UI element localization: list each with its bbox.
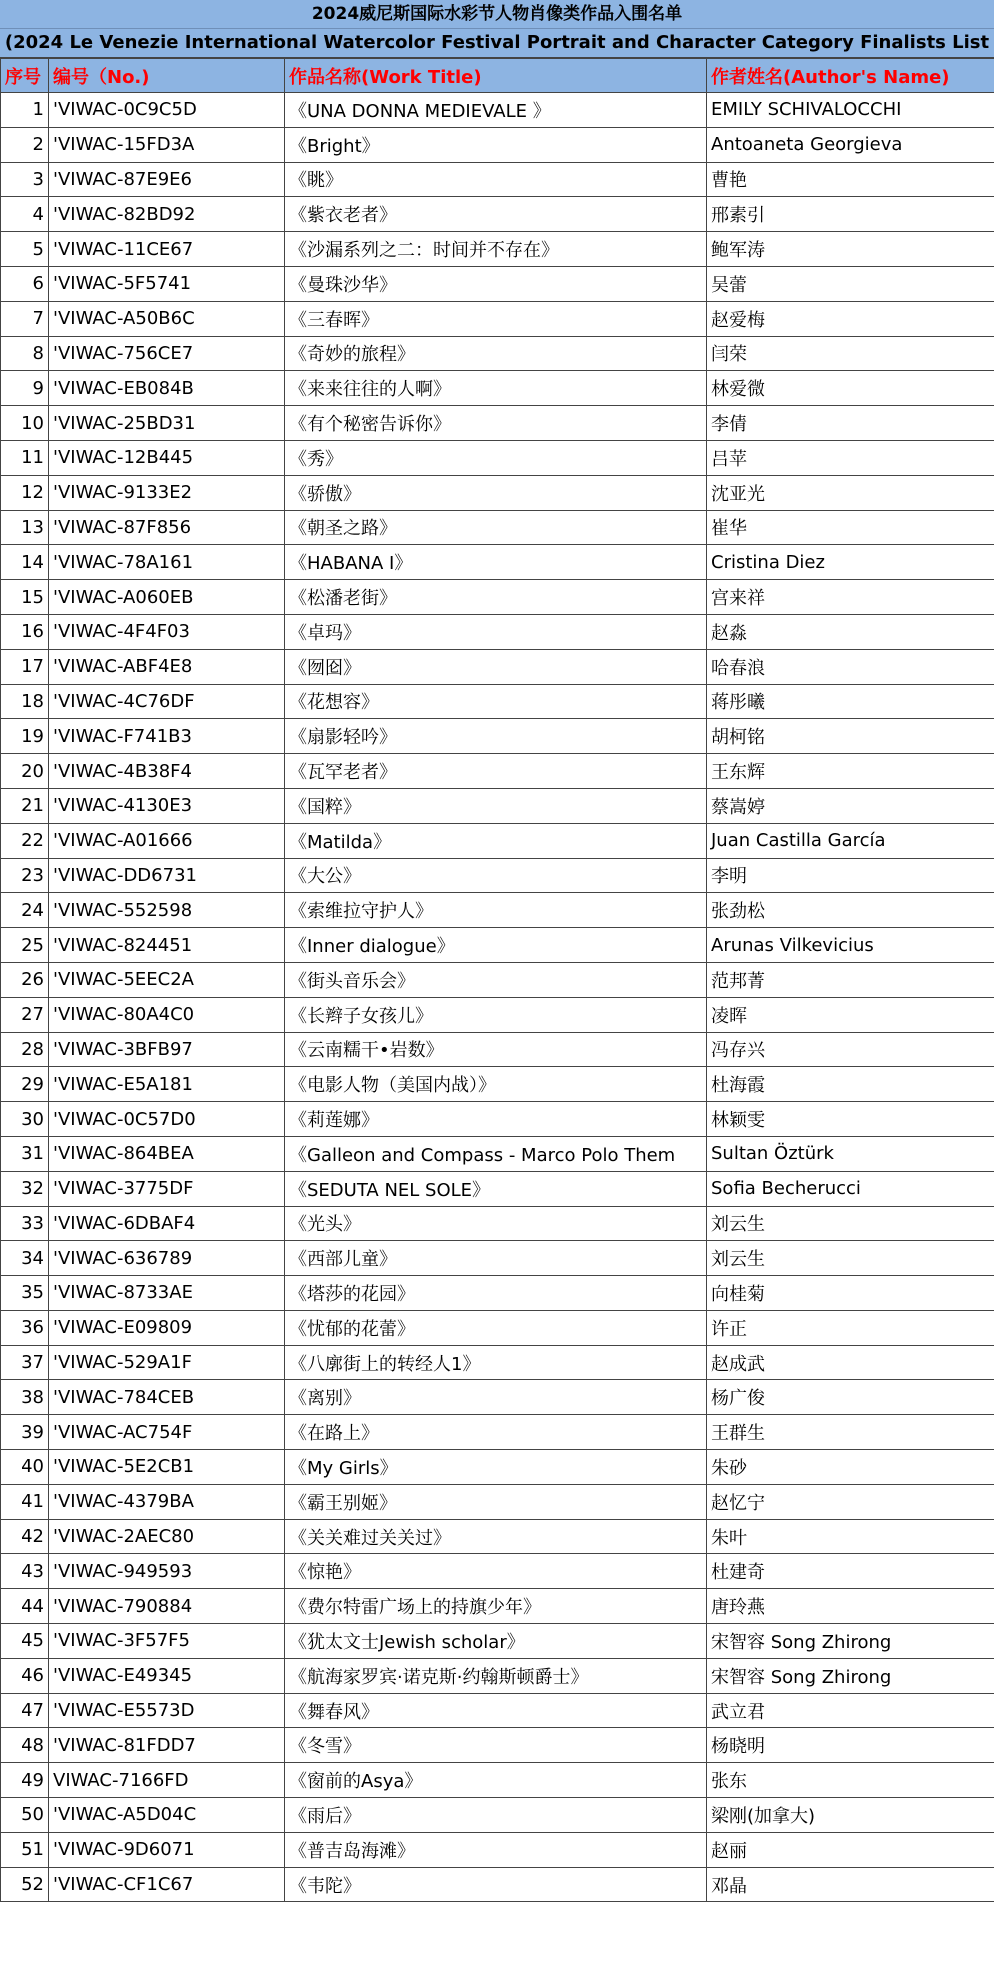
table-row xyxy=(1,893,994,928)
cell-title[interactable]: 《瓦罕老者》 xyxy=(285,754,707,789)
cell-index[interactable]: 52 xyxy=(1,1867,49,1902)
cell-code[interactable]: 'VIWAC-4130E3 xyxy=(49,788,285,823)
cell-code[interactable]: 'VIWAC-F741B3 xyxy=(49,719,285,754)
cell-code[interactable]: 'VIWAC-552598 xyxy=(49,893,285,928)
table-row xyxy=(1,1728,994,1763)
cell-code[interactable]: 'VIWAC-15FD3A xyxy=(49,127,285,162)
cell-code[interactable]: 'VIWAC-80A4C0 xyxy=(49,997,285,1032)
cell-title[interactable]: 《三春晖》 xyxy=(285,301,707,336)
cell-title[interactable]: 《My Girls》 xyxy=(285,1450,707,1485)
cell-title[interactable]: 《舞春风》 xyxy=(285,1693,707,1728)
cell-author[interactable]: 许正 xyxy=(707,1310,994,1345)
cell-index[interactable]: 43 xyxy=(1,1554,49,1589)
cell-author[interactable]: 范邦菁 xyxy=(707,962,994,997)
table-row xyxy=(1,580,994,615)
table-row xyxy=(1,232,994,267)
cell-title[interactable]: 《惊艳》 xyxy=(285,1554,707,1589)
cell-code[interactable]: VIWAC-7166FD xyxy=(49,1763,285,1798)
table-row xyxy=(1,1415,994,1450)
table-row xyxy=(1,266,994,301)
cell-title[interactable]: 《西部儿童》 xyxy=(285,1241,707,1276)
table-row xyxy=(1,1798,994,1833)
cell-author[interactable]: 沈亚光 xyxy=(707,475,994,510)
cell-author[interactable]: 冯存兴 xyxy=(707,1032,994,1067)
cell-index[interactable]: 51 xyxy=(1,1832,49,1867)
cell-title[interactable]: 《离别》 xyxy=(285,1380,707,1415)
cell-index[interactable]: 5 xyxy=(1,232,49,267)
table-row xyxy=(1,1310,994,1345)
table-body xyxy=(1,59,994,1902)
cell-code[interactable]: 'VIWAC-5E2CB1 xyxy=(49,1450,285,1485)
cell-title[interactable]: 《雨后》 xyxy=(285,1798,707,1833)
cell-title[interactable]: 《松潘老街》 xyxy=(285,580,707,615)
cell-author[interactable]: 刘云生 xyxy=(707,1241,994,1276)
cell-index[interactable]: 3 xyxy=(1,162,49,197)
cell-title[interactable]: 《花想容》 xyxy=(285,684,707,719)
cell-author[interactable]: 吕苹 xyxy=(707,440,994,475)
cell-code[interactable]: 'VIWAC-E49345 xyxy=(49,1658,285,1693)
cell-author[interactable]: 唐玲燕 xyxy=(707,1589,994,1624)
cell-index[interactable]: 27 xyxy=(1,997,49,1032)
table-row xyxy=(1,997,994,1032)
cell-index[interactable]: 6 xyxy=(1,266,49,301)
cell-title[interactable]: 《云南糯干•岩数》 xyxy=(285,1032,707,1067)
cell-title[interactable]: 《有个秘密告诉你》 xyxy=(285,406,707,441)
cell-title[interactable]: 《犹太文士Jewish scholar》 xyxy=(285,1624,707,1659)
cell-author[interactable]: 梁刚(加拿大) xyxy=(707,1798,994,1833)
cell-code[interactable]: 'VIWAC-5EEC2A xyxy=(49,962,285,997)
table-row xyxy=(1,649,994,684)
cell-index[interactable]: 50 xyxy=(1,1798,49,1833)
cell-title[interactable]: 《卓玛》 xyxy=(285,614,707,649)
table-row xyxy=(1,1032,994,1067)
table-row xyxy=(1,1763,994,1798)
table-row xyxy=(1,371,994,406)
cell-title[interactable]: 《索维拉守护人》 xyxy=(285,893,707,928)
cell-title[interactable]: 《SEDUTA NEL SOLE》 xyxy=(285,1171,707,1206)
cell-index[interactable]: 29 xyxy=(1,1067,49,1102)
cell-index[interactable]: 40 xyxy=(1,1450,49,1485)
cell-author[interactable]: 赵忆宁 xyxy=(707,1484,994,1519)
cell-code[interactable]: 'VIWAC-949593 xyxy=(49,1554,285,1589)
cell-code[interactable]: 'VIWAC-11CE67 xyxy=(49,232,285,267)
table-row xyxy=(1,1136,994,1171)
cell-index[interactable]: 42 xyxy=(1,1519,49,1554)
table-row xyxy=(1,1067,994,1102)
table-row xyxy=(1,510,994,545)
cell-code[interactable]: 'VIWAC-25BD31 xyxy=(49,406,285,441)
cell-author[interactable]: Cristina Diez xyxy=(707,545,994,580)
cell-title[interactable]: 《韦陀》 xyxy=(285,1867,707,1902)
cell-code[interactable]: 'VIWAC-824451 xyxy=(49,928,285,963)
cell-index[interactable]: 33 xyxy=(1,1206,49,1241)
cell-author[interactable]: 王群生 xyxy=(707,1415,994,1450)
table-row xyxy=(1,162,994,197)
table-row xyxy=(1,1276,994,1311)
cell-index[interactable]: 24 xyxy=(1,893,49,928)
cell-index[interactable]: 25 xyxy=(1,928,49,963)
cell-author[interactable]: 鲍军涛 xyxy=(707,232,994,267)
table-row xyxy=(1,1206,994,1241)
cell-index[interactable]: 41 xyxy=(1,1484,49,1519)
cell-index[interactable]: 46 xyxy=(1,1658,49,1693)
cell-author[interactable]: 赵丽 xyxy=(707,1832,994,1867)
cell-code[interactable]: 'VIWAC-756CE7 xyxy=(49,336,285,371)
cell-title[interactable]: 《莉莲娜》 xyxy=(285,1102,707,1137)
header-row xyxy=(1,59,994,93)
cell-index[interactable]: 10 xyxy=(1,406,49,441)
cell-author[interactable]: 王东辉 xyxy=(707,754,994,789)
cell-index[interactable]: 11 xyxy=(1,440,49,475)
cell-author[interactable]: 林颖雯 xyxy=(707,1102,994,1137)
cell-title[interactable]: 《冬雪》 xyxy=(285,1728,707,1763)
cell-code[interactable]: 'VIWAC-82BD92 xyxy=(49,197,285,232)
cell-author[interactable]: 向桂菊 xyxy=(707,1276,994,1311)
cell-title[interactable]: 《紫衣老者》 xyxy=(285,197,707,232)
cell-author[interactable]: 杨广俊 xyxy=(707,1380,994,1415)
cell-author[interactable]: Sultan Öztürk xyxy=(707,1136,994,1171)
cell-author[interactable]: Sofia Becherucci xyxy=(707,1171,994,1206)
cell-author[interactable]: 朱叶 xyxy=(707,1519,994,1554)
cell-author[interactable]: 哈春浪 xyxy=(707,649,994,684)
cell-code[interactable]: 'VIWAC-9133E2 xyxy=(49,475,285,510)
cell-title[interactable]: 《电影人物（美国内战）》 xyxy=(285,1067,707,1102)
cell-author[interactable]: 赵爱梅 xyxy=(707,301,994,336)
cell-code[interactable]: 'VIWAC-529A1F xyxy=(49,1345,285,1380)
cell-author[interactable]: 李明 xyxy=(707,858,994,893)
cell-code[interactable]: 'VIWAC-864BEA xyxy=(49,1136,285,1171)
table-row xyxy=(1,440,994,475)
table-row xyxy=(1,962,994,997)
table-row xyxy=(1,1171,994,1206)
cell-code[interactable]: 'VIWAC-8733AE xyxy=(49,1276,285,1311)
cell-code[interactable]: 'VIWAC-87F856 xyxy=(49,510,285,545)
cell-title[interactable]: 《航海家罗宾·诺克斯·约翰斯顿爵士》 xyxy=(285,1658,707,1693)
cell-title[interactable]: 《关关难过关关过》 xyxy=(285,1519,707,1554)
cell-title[interactable]: 《曼珠沙华》 xyxy=(285,266,707,301)
cell-index[interactable]: 39 xyxy=(1,1415,49,1450)
cell-index[interactable]: 23 xyxy=(1,858,49,893)
cell-title[interactable]: 《大公》 xyxy=(285,858,707,893)
cell-title[interactable]: 《八廓街上的转经人1》 xyxy=(285,1345,707,1380)
cell-index[interactable]: 34 xyxy=(1,1241,49,1276)
table-row xyxy=(1,336,994,371)
cell-title[interactable]: 《来来往往的人啊》 xyxy=(285,371,707,406)
cell-index[interactable]: 22 xyxy=(1,823,49,858)
cell-author[interactable]: 胡柯铭 xyxy=(707,719,994,754)
cell-code[interactable]: 'VIWAC-6DBAF4 xyxy=(49,1206,285,1241)
cell-index[interactable]: 4 xyxy=(1,197,49,232)
cell-author[interactable]: Arunas Vilkevicius xyxy=(707,928,994,963)
cell-code[interactable]: 'VIWAC-2AEC80 xyxy=(49,1519,285,1554)
cell-author[interactable]: 宋智容 Song Zhirong xyxy=(707,1624,994,1659)
cell-author[interactable]: 刘云生 xyxy=(707,1206,994,1241)
table-row xyxy=(1,197,994,232)
table-row xyxy=(1,1624,994,1659)
cell-index[interactable]: 13 xyxy=(1,510,49,545)
cell-author[interactable]: 李倩 xyxy=(707,406,994,441)
cell-title[interactable]: 《眺》 xyxy=(285,162,707,197)
cell-title[interactable]: 《囫囵》 xyxy=(285,649,707,684)
table-row xyxy=(1,1832,994,1867)
cell-index[interactable]: 28 xyxy=(1,1032,49,1067)
cell-title[interactable]: 《费尔特雷广场上的持旗少年》 xyxy=(285,1589,707,1624)
table-row xyxy=(1,614,994,649)
table-row xyxy=(1,1658,994,1693)
cell-index[interactable]: 8 xyxy=(1,336,49,371)
cell-index[interactable]: 48 xyxy=(1,1728,49,1763)
cell-code[interactable]: 'VIWAC-3F57F5 xyxy=(49,1624,285,1659)
cell-code[interactable]: 'VIWAC-E09809 xyxy=(49,1310,285,1345)
cell-index[interactable]: 21 xyxy=(1,788,49,823)
cell-index[interactable]: 19 xyxy=(1,719,49,754)
cell-index[interactable]: 26 xyxy=(1,962,49,997)
cell-index[interactable]: 20 xyxy=(1,754,49,789)
cell-author[interactable]: 朱砂 xyxy=(707,1450,994,1485)
cell-title[interactable]: 《扇影轻吟》 xyxy=(285,719,707,754)
cell-code[interactable]: 'VIWAC-ABF4E8 xyxy=(49,649,285,684)
cell-code[interactable]: 'VIWAC-12B445 xyxy=(49,440,285,475)
cell-title[interactable]: 《长辫子女孩儿》 xyxy=(285,997,707,1032)
cell-author[interactable]: 凌晖 xyxy=(707,997,994,1032)
cell-author[interactable]: Juan Castilla García xyxy=(707,823,994,858)
table-row xyxy=(1,1450,994,1485)
table-row xyxy=(1,1589,994,1624)
cell-author[interactable]: 闫荣 xyxy=(707,336,994,371)
table-row xyxy=(1,127,994,162)
table-row xyxy=(1,1554,994,1589)
cell-title[interactable]: 《朝圣之路》 xyxy=(285,510,707,545)
cell-index[interactable]: 16 xyxy=(1,614,49,649)
cell-author[interactable]: 邢素引 xyxy=(707,197,994,232)
cell-title[interactable]: 《窗前的Asya》 xyxy=(285,1763,707,1798)
table-row xyxy=(1,719,994,754)
cell-index[interactable]: 32 xyxy=(1,1171,49,1206)
cell-code[interactable]: 'VIWAC-4B38F4 xyxy=(49,754,285,789)
cell-author[interactable]: 吴蕾 xyxy=(707,266,994,301)
cell-author[interactable]: 宋智容 Song Zhirong xyxy=(707,1658,994,1693)
table-row xyxy=(1,1102,994,1137)
table-row xyxy=(1,1241,994,1276)
cell-code[interactable]: 'VIWAC-78A161 xyxy=(49,545,285,580)
cell-author[interactable]: 张劲松 xyxy=(707,893,994,928)
cell-index[interactable]: 47 xyxy=(1,1693,49,1728)
cell-title[interactable]: 《HABANA I》 xyxy=(285,545,707,580)
table-row xyxy=(1,684,994,719)
cell-code[interactable]: 'VIWAC-4F4F03 xyxy=(49,614,285,649)
cell-title[interactable]: 《Matilda》 xyxy=(285,823,707,858)
cell-title[interactable]: 《Bright》 xyxy=(285,127,707,162)
cell-code[interactable]: 'VIWAC-9D6071 xyxy=(49,1832,285,1867)
cell-code[interactable]: 'VIWAC-5F5741 xyxy=(49,266,285,301)
cell-title[interactable]: 《忧郁的花蕾》 xyxy=(285,1310,707,1345)
cell-code[interactable]: 'VIWAC-CF1C67 xyxy=(49,1867,285,1902)
table-row xyxy=(1,1345,994,1380)
cell-code[interactable]: 'VIWAC-790884 xyxy=(49,1589,285,1624)
cell-code[interactable]: 'VIWAC-A01666 xyxy=(49,823,285,858)
title-english: (2024 Le Venezie International Watercolor Festival Portrait and Character Category Finalists List xyxy=(0,29,994,58)
cell-title[interactable]: 《Galleon and Compass - Marco Polo Them xyxy=(285,1136,707,1171)
cell-code[interactable]: 'VIWAC-A50B6C xyxy=(49,301,285,336)
cell-index[interactable]: 45 xyxy=(1,1624,49,1659)
cell-code[interactable]: 'VIWAC-3BFB97 xyxy=(49,1032,285,1067)
cell-code[interactable]: 'VIWAC-0C9C5D xyxy=(49,93,285,128)
table-row xyxy=(1,1380,994,1415)
table-row xyxy=(1,788,994,823)
table-row xyxy=(1,1519,994,1554)
cell-index[interactable]: 49 xyxy=(1,1763,49,1798)
table-row xyxy=(1,754,994,789)
cell-index[interactable]: 1 xyxy=(1,93,49,128)
cell-author[interactable]: 赵成武 xyxy=(707,1345,994,1380)
cell-index[interactable]: 30 xyxy=(1,1102,49,1137)
cell-code[interactable]: 'VIWAC-87E9E6 xyxy=(49,162,285,197)
finalists-table xyxy=(0,58,994,1902)
cell-index[interactable]: 36 xyxy=(1,1310,49,1345)
header-code[interactable]: 编号（No.) xyxy=(49,59,285,93)
cell-title[interactable]: 《沙漏系列之二：时间并不存在》 xyxy=(285,232,707,267)
cell-author[interactable]: 杜建奇 xyxy=(707,1554,994,1589)
cell-author[interactable]: 蔡嵩婷 xyxy=(707,788,994,823)
cell-author[interactable]: 宫来祥 xyxy=(707,580,994,615)
cell-title[interactable]: 《UNA DONNA MEDIEVALE 》 xyxy=(285,93,707,128)
table-row xyxy=(1,545,994,580)
cell-code[interactable]: 'VIWAC-AC754F xyxy=(49,1415,285,1450)
cell-code[interactable]: 'VIWAC-0C57D0 xyxy=(49,1102,285,1137)
cell-author[interactable]: 杨晓明 xyxy=(707,1728,994,1763)
cell-author[interactable]: 林爱微 xyxy=(707,371,994,406)
cell-index[interactable]: 14 xyxy=(1,545,49,580)
cell-title[interactable]: 《普吉岛海滩》 xyxy=(285,1832,707,1867)
cell-author[interactable]: 邓晶 xyxy=(707,1867,994,1902)
cell-index[interactable]: 44 xyxy=(1,1589,49,1624)
cell-author[interactable]: 武立君 xyxy=(707,1693,994,1728)
cell-index[interactable]: 15 xyxy=(1,580,49,615)
header-index[interactable]: 序号 xyxy=(1,59,49,93)
cell-title[interactable]: 《街头音乐会》 xyxy=(285,962,707,997)
cell-author[interactable]: 崔华 xyxy=(707,510,994,545)
cell-title[interactable]: 《霸王别姬》 xyxy=(285,1484,707,1519)
table-row xyxy=(1,928,994,963)
cell-code[interactable]: 'VIWAC-784CEB xyxy=(49,1380,285,1415)
cell-title[interactable]: 《秀》 xyxy=(285,440,707,475)
cell-author[interactable]: EMILY SCHIVALOCCHI xyxy=(707,93,994,128)
cell-title[interactable]: 《塔莎的花园》 xyxy=(285,1276,707,1311)
cell-index[interactable]: 17 xyxy=(1,649,49,684)
table-row xyxy=(1,301,994,336)
cell-title[interactable]: 《Inner dialogue》 xyxy=(285,928,707,963)
header-title[interactable]: 作品名称(Work Title) xyxy=(285,59,707,93)
cell-author[interactable]: 杜海霞 xyxy=(707,1067,994,1102)
table-row xyxy=(1,93,994,128)
cell-index[interactable]: 31 xyxy=(1,1136,49,1171)
table-row xyxy=(1,1693,994,1728)
table-row xyxy=(1,858,994,893)
cell-index[interactable]: 18 xyxy=(1,684,49,719)
cell-index[interactable]: 2 xyxy=(1,127,49,162)
cell-author[interactable]: 曹艳 xyxy=(707,162,994,197)
cell-index[interactable]: 12 xyxy=(1,475,49,510)
cell-code[interactable]: 'VIWAC-E5A181 xyxy=(49,1067,285,1102)
cell-code[interactable]: 'VIWAC-4379BA xyxy=(49,1484,285,1519)
table-row xyxy=(1,1867,994,1902)
cell-title[interactable]: 《在路上》 xyxy=(285,1415,707,1450)
cell-index[interactable]: 9 xyxy=(1,371,49,406)
cell-code[interactable]: 'VIWAC-A5D04C xyxy=(49,1798,285,1833)
cell-title[interactable]: 《奇妙的旅程》 xyxy=(285,336,707,371)
table-row xyxy=(1,1484,994,1519)
cell-title[interactable]: 《骄傲》 xyxy=(285,475,707,510)
cell-code[interactable]: 'VIWAC-4C76DF xyxy=(49,684,285,719)
cell-author[interactable]: Antoaneta Georgieva xyxy=(707,127,994,162)
cell-code[interactable]: 'VIWAC-3775DF xyxy=(49,1171,285,1206)
cell-index[interactable]: 37 xyxy=(1,1345,49,1380)
cell-code[interactable]: 'VIWAC-81FDD7 xyxy=(49,1728,285,1763)
cell-code[interactable]: 'VIWAC-DD6731 xyxy=(49,858,285,893)
cell-code[interactable]: 'VIWAC-636789 xyxy=(49,1241,285,1276)
cell-index[interactable]: 7 xyxy=(1,301,49,336)
header-author[interactable]: 作者姓名(Author's Name) xyxy=(707,59,994,93)
cell-author[interactable]: 张东 xyxy=(707,1763,994,1798)
table-row xyxy=(1,823,994,858)
cell-title[interactable]: 《国粹》 xyxy=(285,788,707,823)
cell-code[interactable]: 'VIWAC-A060EB xyxy=(49,580,285,615)
cell-author[interactable]: 赵淼 xyxy=(707,614,994,649)
cell-index[interactable]: 38 xyxy=(1,1380,49,1415)
title-chinese: 2024威尼斯国际水彩节人物肖像类作品入围名单 xyxy=(0,0,994,29)
cell-code[interactable]: 'VIWAC-EB084B xyxy=(49,371,285,406)
cell-code[interactable]: 'VIWAC-E5573D xyxy=(49,1693,285,1728)
cell-index[interactable]: 35 xyxy=(1,1276,49,1311)
cell-author[interactable]: 蒋彤曦 xyxy=(707,684,994,719)
table-row xyxy=(1,475,994,510)
cell-title[interactable]: 《光头》 xyxy=(285,1206,707,1241)
table-row xyxy=(1,406,994,441)
